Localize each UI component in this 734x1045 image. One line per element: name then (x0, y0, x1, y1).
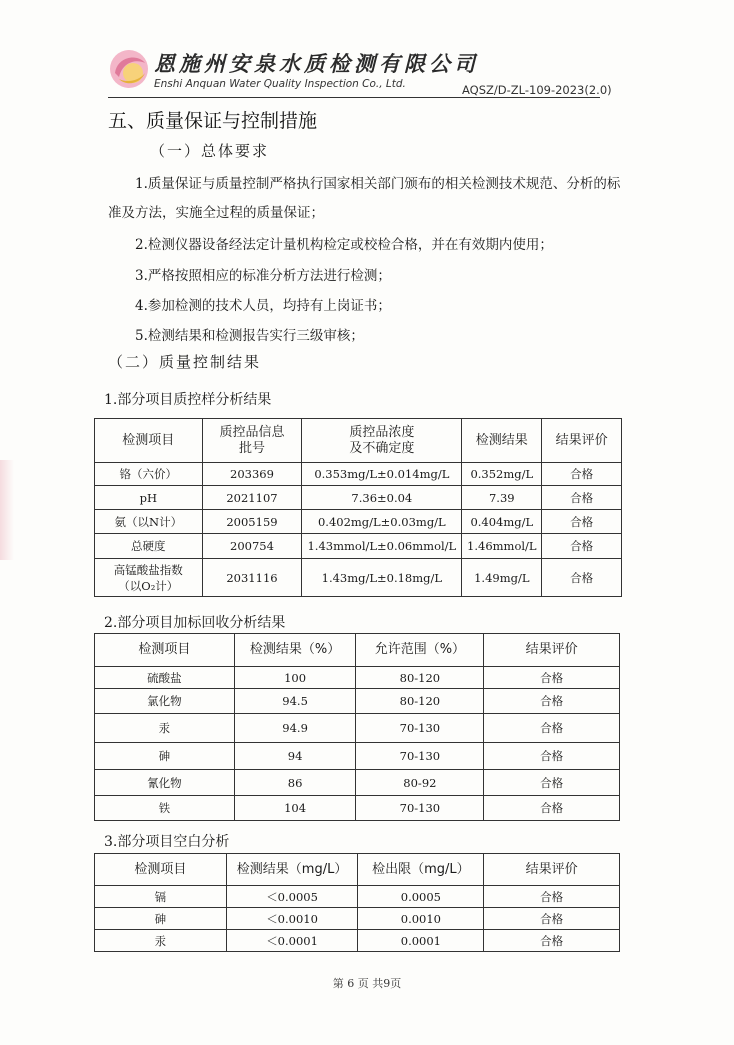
table-cell: 铬（六价） (95, 463, 203, 486)
requirement-item-4: 4.参加检测的技术人员，均持有上岗证书； (135, 298, 391, 314)
table-cell: 合格 (484, 770, 620, 796)
table-cell: 合格 (484, 930, 620, 952)
table-row (95, 510, 622, 534)
qc-results-title: （二）质量控制结果 (108, 353, 262, 371)
table-row (95, 714, 620, 743)
requirement-item-5: 5.检测结果和检测报告实行三级审核； (135, 328, 364, 344)
table-row (95, 534, 622, 559)
table-cell: 合格 (542, 510, 622, 534)
table1-caption: 1.部分项目质控样分析结果 (104, 392, 272, 408)
company-logo-icon (107, 47, 151, 91)
table-cell: 80-120 (356, 689, 484, 714)
table-cell: 合格 (484, 908, 620, 930)
table-cell: ＜0.0005 (226, 886, 358, 908)
table-cell: 80-92 (356, 770, 484, 796)
table-cell: 0.404mg/L (462, 510, 542, 534)
table-row (95, 930, 620, 952)
table-cell: 合格 (542, 534, 622, 559)
table-cell: 氰化物 (95, 770, 235, 796)
table-row (95, 908, 620, 930)
table-row (95, 886, 620, 908)
table-cell: 合格 (484, 667, 620, 689)
requirement-item-2: 2.检测仪器设备经法定计量机构检定或校检合格，并在有效期内使用； (135, 237, 553, 253)
header-cell: 结果评价 (542, 419, 622, 463)
header-cell: 检测结果（%） (234, 634, 356, 667)
table-cell: 2005159 (202, 510, 302, 534)
table-cell: 合格 (484, 743, 620, 770)
table-cell: 94.5 (234, 689, 356, 714)
table-cell: 合格 (484, 689, 620, 714)
table-row (95, 743, 620, 770)
seal-edge-mark (0, 460, 14, 560)
table-cell: 7.39 (462, 486, 542, 510)
table-cell: 砷 (95, 743, 235, 770)
qc-sample-table (94, 418, 622, 597)
table-row (95, 770, 620, 796)
table-row (95, 463, 622, 486)
table-cell: 0.402mg/L±0.03mg/L (302, 510, 462, 534)
header-cell: 结果评价 (484, 854, 620, 886)
company-name-cn: 恩施州安泉水质检测有限公司 (154, 51, 479, 76)
table-cell: 合格 (542, 463, 622, 486)
table-cell: 合格 (542, 486, 622, 510)
table-cell: 70-130 (356, 743, 484, 770)
requirement-item-1: 1.质量保证与质量控制严格执行国家相关部门颁布的相关检测技术规范、分析的标准及方法，实施全过程的质量保证； (108, 176, 621, 221)
table-cell: ＜0.0010 (226, 908, 358, 930)
header-divider (108, 97, 600, 98)
table-cell: 86 (234, 770, 356, 796)
document-code: AQSZ/D-ZL-109-2023(2.0) (462, 83, 612, 97)
table-cell: 94.9 (234, 714, 356, 743)
table-cell: 70-130 (356, 796, 484, 821)
table-cell: 0.0010 (358, 908, 484, 930)
table-cell: 94 (234, 743, 356, 770)
table-cell: 200754 (202, 534, 302, 559)
table-row (95, 667, 620, 689)
general-requirements-title: （一）总体要求 (150, 142, 270, 160)
table-cell: ＜0.0001 (226, 930, 358, 952)
table-cell: 1.43mmol/L±0.06mmol/L (302, 534, 462, 559)
header-cell: 质控品信息 批号 (202, 419, 302, 463)
table3-caption: 3.部分项目空白分析 (104, 834, 230, 850)
spike-recovery-table (94, 633, 620, 821)
table-cell: 砷 (95, 908, 227, 930)
table-cell: 1.43mg/L±0.18mg/L (302, 559, 462, 597)
table-row (95, 689, 620, 714)
header-cell: 检测项目 (95, 634, 235, 667)
table2-caption: 2.部分项目加标回收分析结果 (104, 615, 286, 631)
company-name-en: Enshi Anquan Water Quality Inspection Co., Ltd. (154, 78, 406, 90)
table-row (95, 796, 620, 821)
table-cell: 高锰酸盐指数 （以O₂计） (95, 559, 203, 597)
header-cell: 检测结果（mg/L） (226, 854, 358, 886)
table-cell: 合格 (484, 796, 620, 821)
table-cell: 汞 (95, 714, 235, 743)
table-cell: 氨（以N计） (95, 510, 203, 534)
table-cell: 2021107 (202, 486, 302, 510)
table-cell: pH (95, 486, 203, 510)
table-cell: 铁 (95, 796, 235, 821)
table-cell: 70-130 (356, 714, 484, 743)
table-cell: 1.49mg/L (462, 559, 542, 597)
header-cell: 结果评价 (484, 634, 620, 667)
requirement-item-3: 3.严格按照相应的标准分析方法进行检测； (135, 268, 391, 284)
header-cell: 检出限（mg/L） (358, 854, 484, 886)
table-cell: 硫酸盐 (95, 667, 235, 689)
header-cell: 允许范围（%） (356, 634, 484, 667)
table-cell: 100 (234, 667, 356, 689)
table-cell: 2031116 (202, 559, 302, 597)
table-cell: 0.352mg/L (462, 463, 542, 486)
table-cell: 合格 (484, 886, 620, 908)
table-cell: 汞 (95, 930, 227, 952)
table-cell: 0.0005 (358, 886, 484, 908)
table-cell: 合格 (542, 559, 622, 597)
header-cell: 质控品浓度 及不确定度 (302, 419, 462, 463)
blank-analysis-table (94, 853, 620, 952)
table-cell: 镉 (95, 886, 227, 908)
table-cell: 104 (234, 796, 356, 821)
table-row (95, 559, 622, 597)
section-title: 五、质量保证与控制措施 (108, 110, 318, 132)
table-cell: 80-120 (356, 667, 484, 689)
table-cell: 合格 (484, 714, 620, 743)
table-cell: 1.46mmol/L (462, 534, 542, 559)
table-row (95, 486, 622, 510)
table-cell: 203369 (202, 463, 302, 486)
header-cell: 检测项目 (95, 419, 203, 463)
table-cell: 总硬度 (95, 534, 203, 559)
header-cell: 检测项目 (95, 854, 227, 886)
page-number: 第 6 页 共9页 (332, 977, 402, 990)
table-cell: 7.36±0.04 (302, 486, 462, 510)
table-cell: 0.353mg/L±0.014mg/L (302, 463, 462, 486)
table-cell: 氯化物 (95, 689, 235, 714)
table-cell: 0.0001 (358, 930, 484, 952)
header-cell: 检测结果 (462, 419, 542, 463)
